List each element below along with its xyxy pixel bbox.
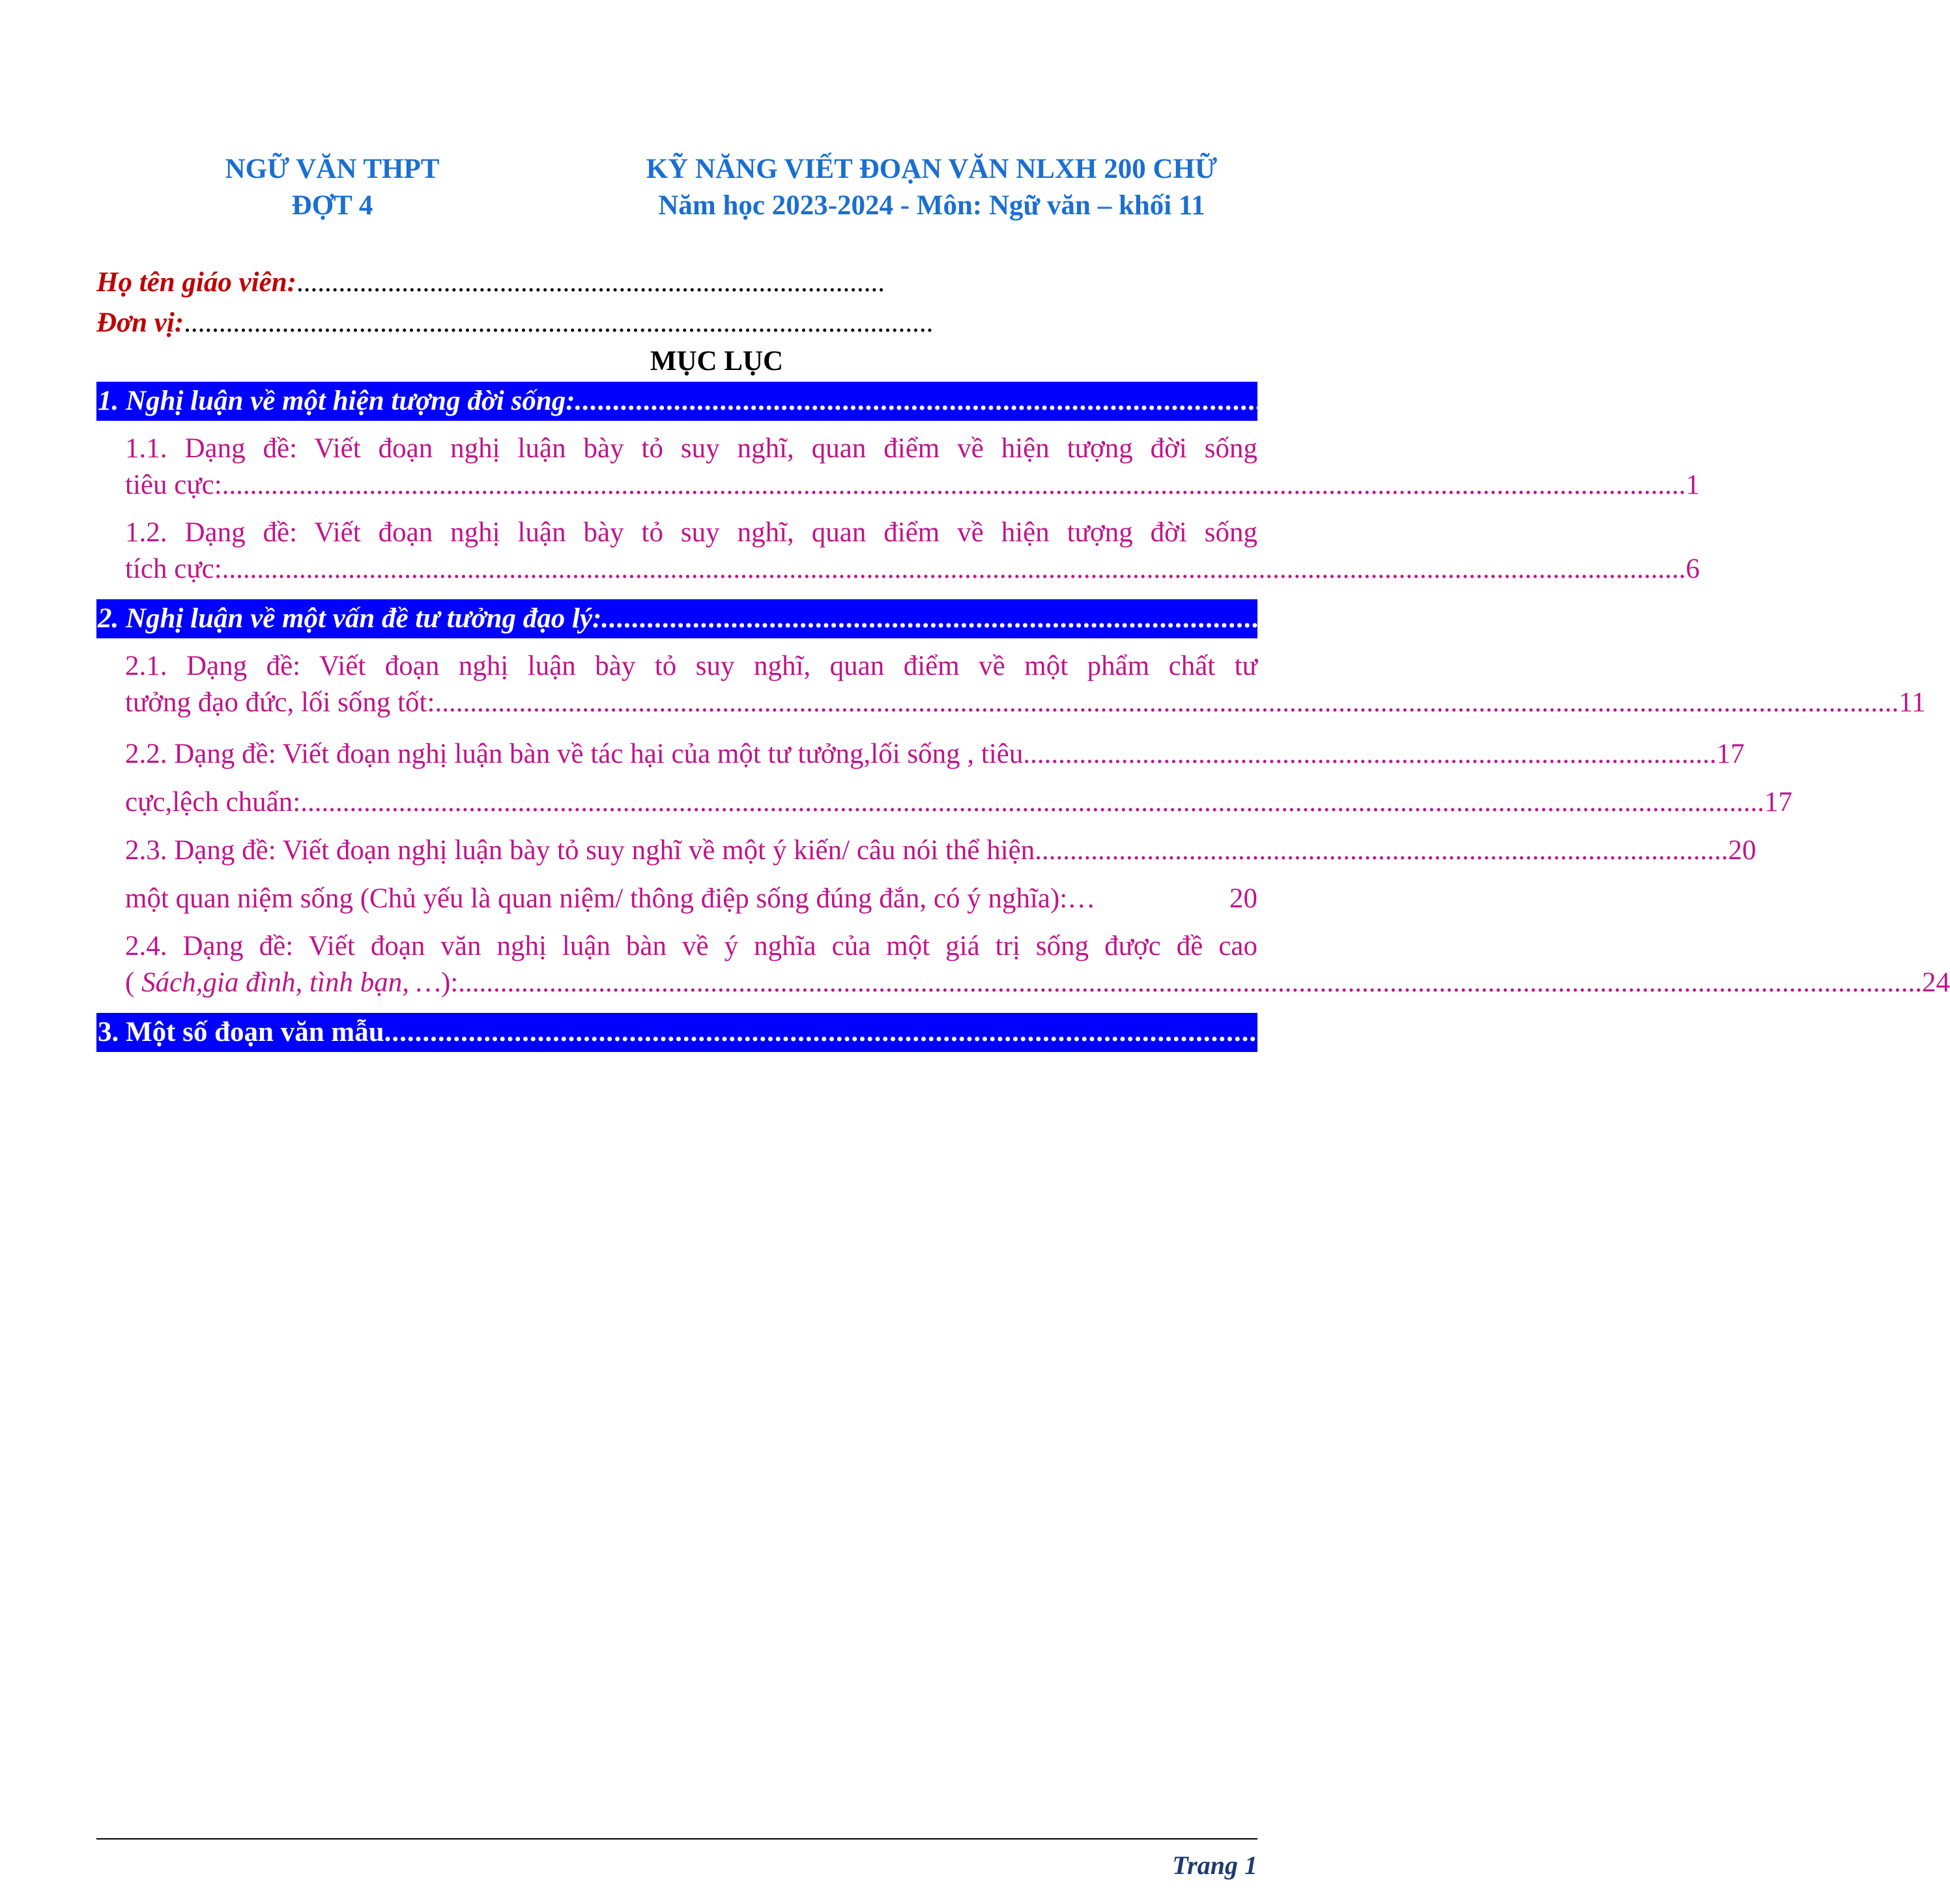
header-right-line2: Năm học 2023-2024 - Môn: Ngữ văn – khối 11 xyxy=(658,190,1205,221)
toc-entry-2-3a-leader: ................................................................................................... xyxy=(1035,835,1728,866)
footer-divider xyxy=(96,1838,1257,1840)
toc-entry-2-2b-text: cực,lệch chuẩn: xyxy=(125,787,301,817)
toc-entry-2-3b[interactable] xyxy=(125,881,1257,917)
toc-entry-2-3b-page: 20 xyxy=(1229,883,1257,914)
toc-section-3[interactable] xyxy=(96,1013,1426,1052)
toc-entry-2-3b-text: một quan niệm sống (Chủ yếu là quan niệm/ thông điệp sống đúng đắn, có ý nghĩa): xyxy=(125,883,1068,914)
toc-entry-2-4-leader: ................................................................................................................................................................................................................. xyxy=(458,967,1922,998)
toc-entry-1-2-line1: 1.2. Dạng đề: Viết đoạn nghị luận bày tỏ suy nghĩ, quan điểm về hiện tượng đời sống xyxy=(125,517,1257,548)
header-right xyxy=(560,151,1303,224)
footer-page-number: Trang 1 xyxy=(1172,1851,1257,1880)
toc-section-2[interactable] xyxy=(96,599,1490,638)
toc-entry-1-1-leader: ................................................................................................................................................................................................................. xyxy=(222,470,1686,500)
toc-entry-2-1-line1: 2.1. Dạng đề: Viết đoạn nghị luận bày tỏ suy nghĩ, quan điểm về một phẩm chất tư xyxy=(125,651,1257,681)
toc-title: MỤC LỤC xyxy=(650,346,784,377)
toc-entry-2-4-line1: 2.4. Dạng đề: Viết đoạn văn nghị luận bàn về ý nghĩa của một giá trị sống được đề cao xyxy=(125,931,1257,961)
toc-section-3-leader: ........................................................................................................................................ xyxy=(384,1017,1426,1047)
toc-entry-2-3a-text: 2.3. Dạng đề: Viết đoạn nghị luận bày tỏ suy nghĩ về một ý kiến/ câu nói thể hiện xyxy=(125,835,1035,866)
toc-entry-1-2-line2 xyxy=(125,551,1700,588)
toc-section-2-leader: .................................................................................................................... xyxy=(601,603,1490,634)
toc-entry-2-2a[interactable] xyxy=(125,736,1745,773)
toc-entry-2-3a[interactable] xyxy=(125,832,1756,869)
teacher-name-field xyxy=(96,263,1009,302)
toc-section-1[interactable] xyxy=(96,382,1463,421)
header-right-line1: KỸ NĂNG VIẾT ĐOẠN VĂN NLXH 200 CHỮ xyxy=(646,154,1218,184)
toc-entry-2-4-close: ): xyxy=(440,967,459,998)
header-left xyxy=(202,151,463,224)
toc-entry-2-4-italic: Sách,gia đình, tình bạn, … xyxy=(141,967,441,998)
toc-entry-2-2a-leader: ................................................................................................... xyxy=(1023,739,1717,769)
toc-entry-1-2-leader: ................................................................................................................................................................................................................. xyxy=(222,554,1686,584)
toc-entry-2-1[interactable] xyxy=(125,648,1926,721)
toc-entry-1-1[interactable] xyxy=(125,431,1700,504)
toc-entry-2-4[interactable] xyxy=(125,928,1950,1001)
toc-entry-2-3a-page: 20 xyxy=(1728,835,1756,866)
toc-entry-2-1-page: 11 xyxy=(1899,687,1926,718)
toc-entry-1-2-text: tích cực: xyxy=(125,554,222,584)
toc-entry-1-1-line2 xyxy=(125,467,1700,504)
toc-entry-2-1-line2 xyxy=(125,685,1926,721)
toc-section-1-leader: .................................................................................................................... xyxy=(575,386,1463,416)
toc-entry-2-4-line2 xyxy=(125,965,1950,1001)
toc-entry-1-1-text: tiêu cực: xyxy=(125,470,222,500)
toc-entry-2-2b-leader: ................................................................................................................................................................................................................. xyxy=(300,787,1764,817)
header-left-line1: NGỮ VĂN THPT xyxy=(225,154,440,184)
toc-entry-2-4-text xyxy=(125,965,458,1001)
toc-entry-1-1-line1: 1.1. Dạng đề: Viết đoạn nghị luận bày tỏ suy nghĩ, quan điểm về hiện tượng đời sống xyxy=(125,433,1257,464)
toc-section-2-label: 2. Nghị luận về một vấn đề tư tưởng đạo lý: xyxy=(98,603,602,634)
unit-label: Đơn vị: xyxy=(96,307,184,338)
toc-entry-1-2-page: 6 xyxy=(1685,554,1700,584)
toc-entry-2-3b-leader: … xyxy=(1067,883,1096,914)
toc-entry-2-2a-text: 2.2. Dạng đề: Viết đoạn nghị luận bàn về tác hại của một tư tưởng,lối sống , tiêu xyxy=(125,739,1024,769)
toc-entry-2-2a-page: 17 xyxy=(1716,739,1745,769)
toc-entry-2-2b-page: 17 xyxy=(1764,787,1792,817)
toc-entry-1-1-page: 1 xyxy=(1685,470,1700,500)
toc-section-1-label: 1. Nghị luận về một hiện tượng đời sống: xyxy=(98,386,575,416)
toc-entry-2-4-page: 24 xyxy=(1921,967,1950,998)
unit-field xyxy=(96,304,1009,343)
teacher-name-dots: .................................................................................... xyxy=(296,267,885,298)
toc-entry-2-2b[interactable] xyxy=(125,784,1792,821)
unit-dots: ........................................................................................................... xyxy=(184,307,934,338)
toc-entry-2-1-text: tưởng đạo đức, lối sống tốt: xyxy=(125,687,435,718)
toc-entry-2-1-leader: ................................................................................................................................................................................................................. xyxy=(435,687,1899,718)
toc-section-3-label: 3. Một số đoạn văn mẫu xyxy=(98,1017,384,1047)
toc-entry-1-2[interactable] xyxy=(125,515,1700,588)
header-left-line2: ĐỢT 4 xyxy=(291,190,373,221)
toc-entry-2-4-open: ( xyxy=(125,967,142,998)
teacher-name-label: Họ tên giáo viên: xyxy=(96,267,296,298)
